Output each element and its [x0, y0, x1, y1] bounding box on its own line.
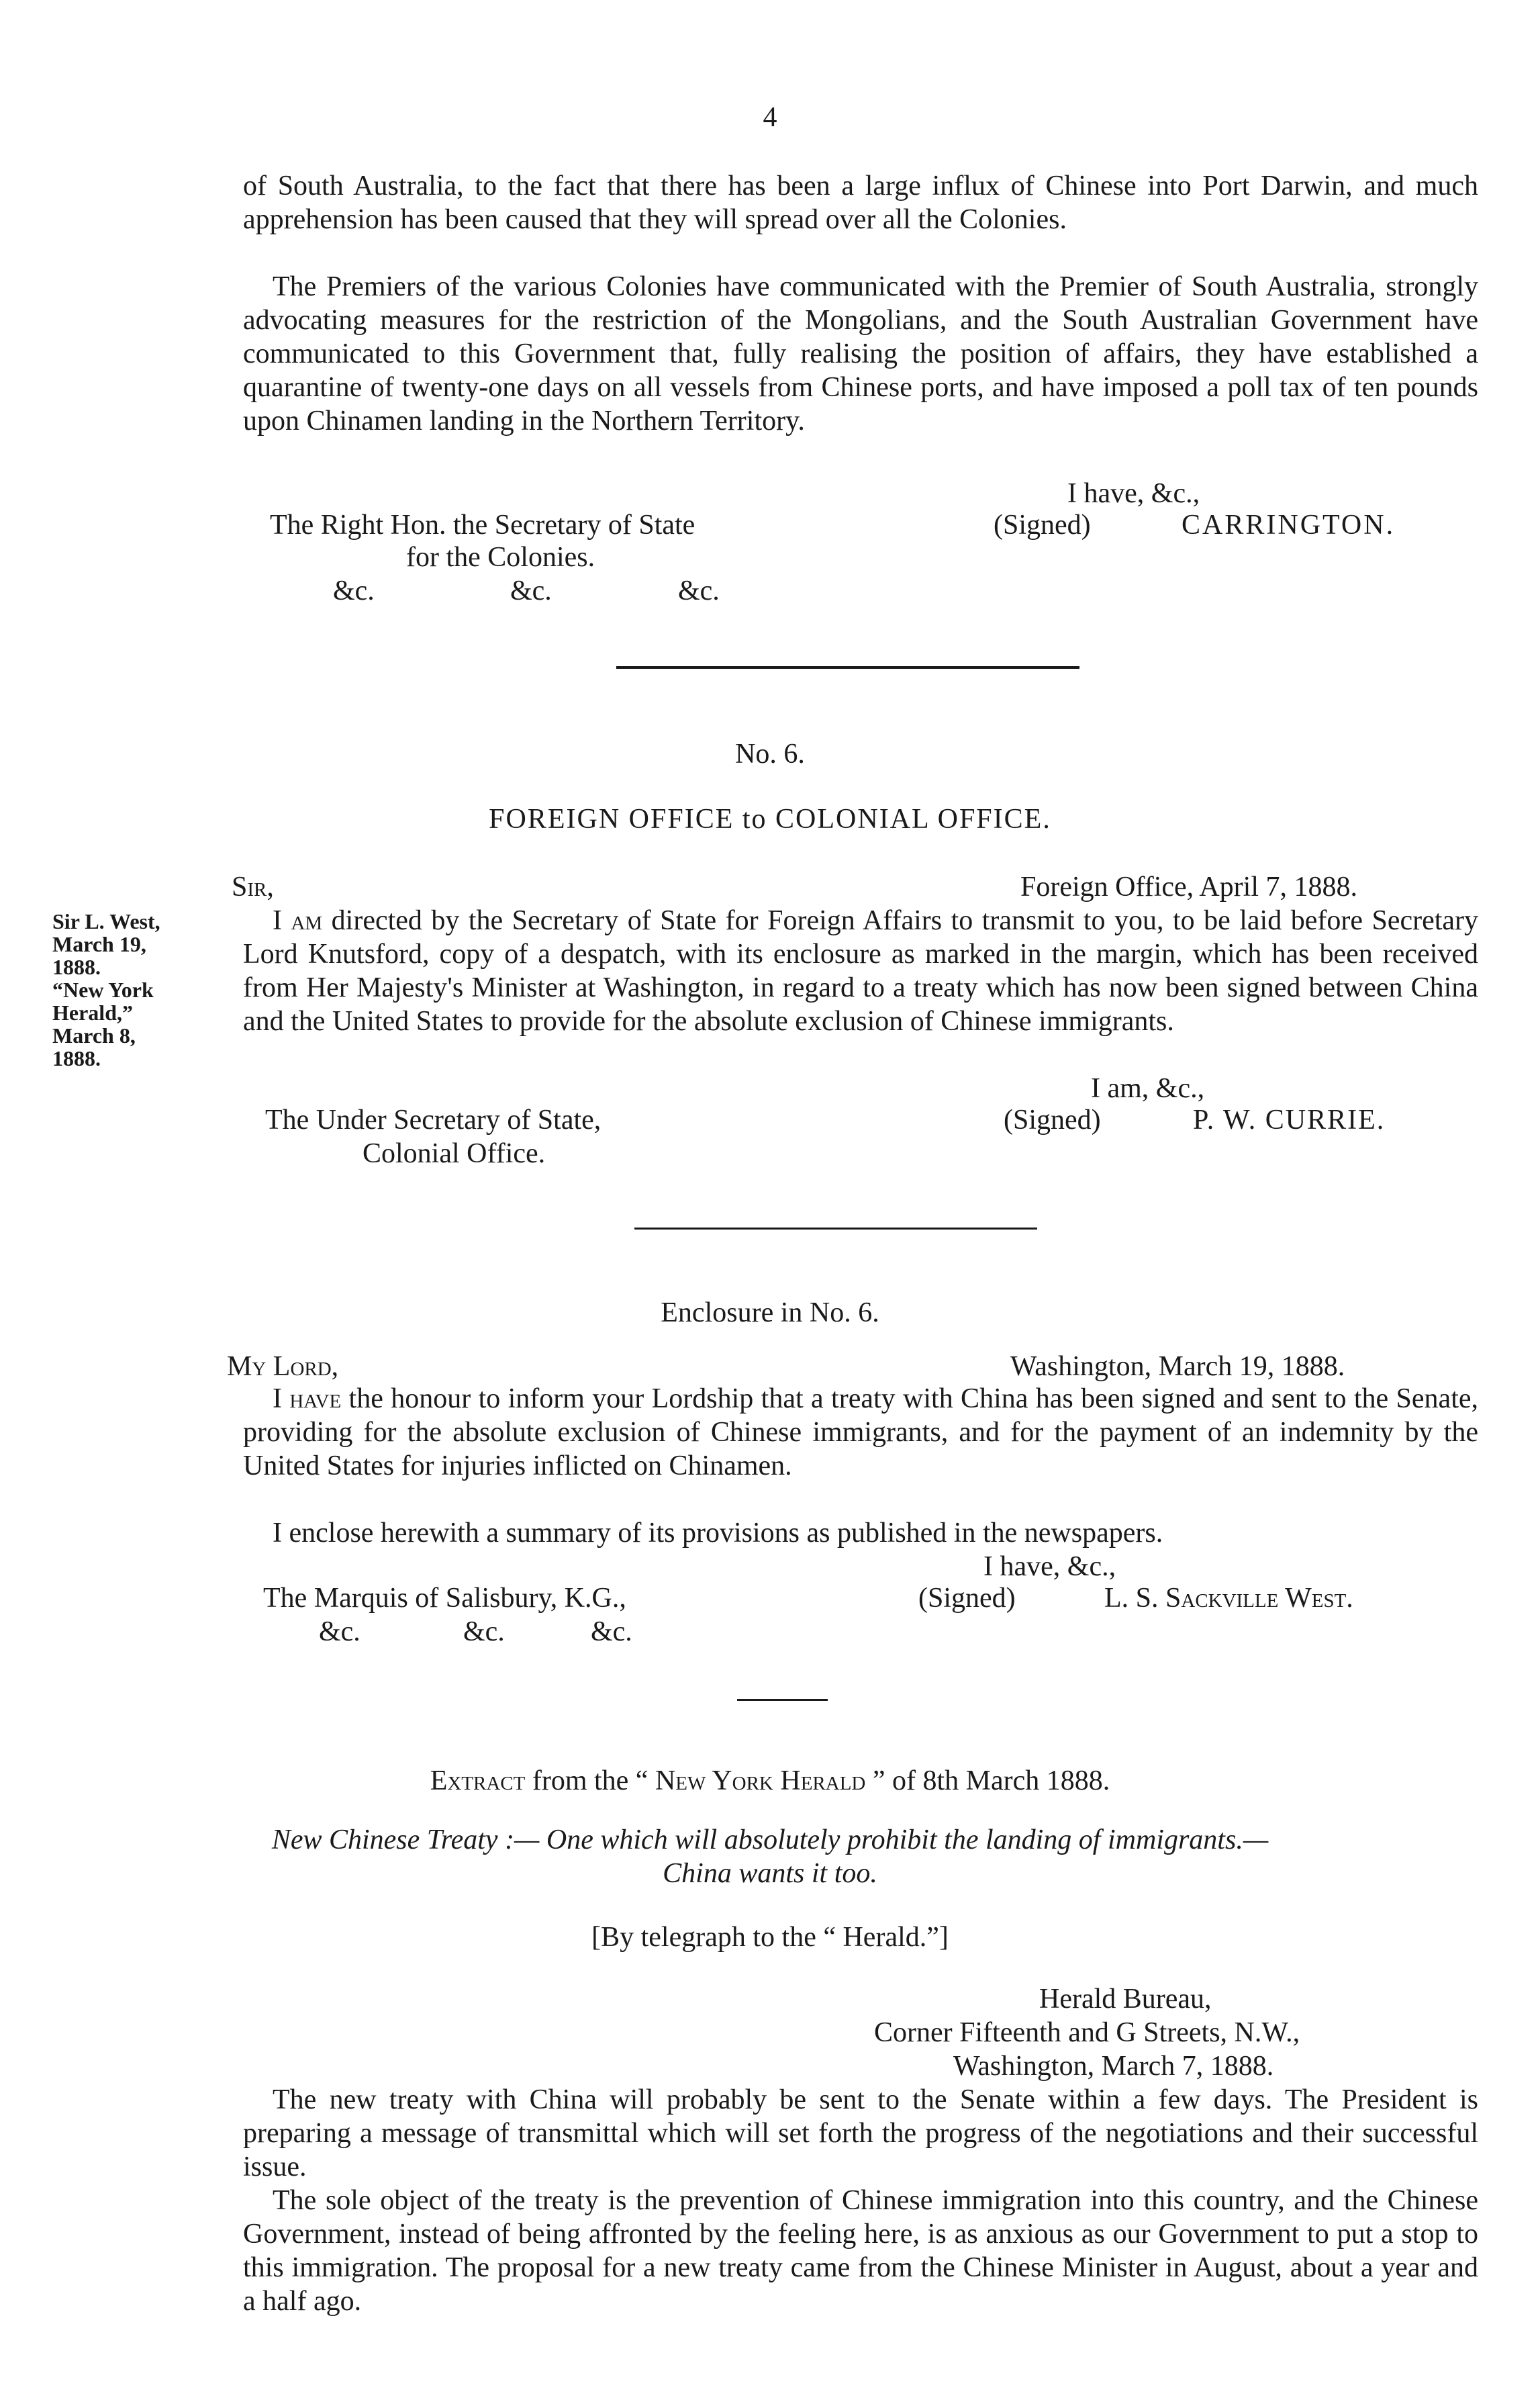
- no6-addressee-line1: The Under Secretary of State,: [265, 1105, 601, 1136]
- no6-signed-label: (Signed): [1004, 1105, 1101, 1136]
- intro-etc-2: &c.: [510, 575, 552, 606]
- enclosure-body-text: the honour to inform your Lordship that a treaty with China has been signed and sent to the Senate, providing for the absolute exclusion of Chinese immigrants, and for the payment of an indemnity by the United States for injuries inflicted on Chinamen.: [243, 1383, 1479, 1481]
- page-number: 4: [763, 102, 777, 133]
- enclosure-closing: I have, &c.,: [983, 1551, 1116, 1582]
- extract-address-line1: Herald Bureau,: [1039, 1984, 1212, 2015]
- no6-body-text: directed by the Secretary of State for Foreign Affairs to transmit to you, to be laid before Secretary Lord Knutsford, copy of a despatch, with its enclosure as marked in the margin, which has been received from Her Majesty's Minister at Washington, in regard to a treaty which has now been signed between China and the United States to provide for the absolute exclusion of Chinese immigrants.: [243, 905, 1479, 1037]
- no6-body: [243, 904, 1478, 1038]
- no6-place-date: Foreign Office, April 7, 1888.: [1020, 872, 1357, 903]
- enclosure-place-date: Washington, March 19, 1888.: [1010, 1351, 1345, 1382]
- enclosure-etc-1: &c.: [319, 1616, 360, 1647]
- enclosure-etc-2: &c.: [463, 1616, 505, 1647]
- enclosure-signed-label: (Signed): [918, 1583, 1016, 1614]
- enclosure-etc-3: &c.: [591, 1616, 632, 1647]
- intro-paragraph-1: of South Australia, to the fact that there has been a large influx of Chinese into Port Darwin, and much apprehension has been caused that they will spread over all the Colonies.: [243, 171, 1478, 235]
- extract-heading: Extract from the “ New York Herald ” of 8th March 1888.: [430, 1765, 1110, 1796]
- extract-address-line2: Corner Fifteenth and G Streets, N.W.,: [874, 2017, 1300, 2048]
- enclosure-salutation: My Lord,: [227, 1351, 339, 1382]
- enclosure-addressee-line1: The Marquis of Salisbury, K.G.,: [263, 1583, 626, 1614]
- no6-addressee-line2: Colonial Office.: [363, 1138, 546, 1169]
- enclosure-paragraph-2: I enclose herewith a summary of its provisions as published in the newspapers.: [273, 1518, 1163, 1548]
- no6-signer: P. W. CURRIE.: [1193, 1105, 1386, 1136]
- intro-signed-label: (Signed): [994, 510, 1091, 541]
- no6-salutation: Sir,: [232, 872, 274, 903]
- extract-telegraph: [By telegraph to the “ Herald.”]: [591, 1922, 949, 1953]
- no6-closing: I am, &c.,: [1091, 1073, 1205, 1104]
- extract-paragraph-1: The new treaty with China will probably be sent to the Senate within a few days. The President is preparing a message of transmittal which will set forth the progress of the negotiations and their successful issue.: [243, 2084, 1478, 2182]
- short-divider: [737, 1699, 828, 1701]
- extract-paragraph-2: The sole object of the treaty is the prevention of Chinese immigration into this country, and the Chinese Government, instead of being affronted by the feeling here, is as anxious as our Government to put a stop to this immigration. The proposal for a new treaty came from the Chinese Minister in August, about a year and a half ago.: [243, 2185, 1478, 2317]
- intro-closing: I have, &c.,: [1067, 478, 1200, 509]
- intro-addressee-line1: The Right Hon. the Secretary of State: [270, 510, 695, 541]
- section-title: FOREIGN OFFICE to COLONIAL OFFICE.: [489, 804, 1051, 835]
- intro-paragraph-2: The Premiers of the various Colonies have communicated with the Premier of South Australia, strongly advocating measures for the restriction of the Mongolians, and the South Australian Government have communicated to this Government that, fully realising the position of affairs, they have established a quarantine of twenty-one days on all vessels from Chinese ports, and have imposed a poll tax of ten pounds upon Chinamen landing in the Northern Territory.: [243, 271, 1478, 436]
- no6-lead-word: I am: [273, 905, 323, 936]
- enclosure-lead-word: I have: [273, 1383, 342, 1414]
- margin-note: Sir L. West, March 19, 1888. “New York Herald,” March 8, 1888.: [52, 909, 160, 1070]
- section-divider: [634, 1228, 1037, 1230]
- extract-headline-line1: New Chinese Treaty :— One which will absolutely prohibit the landing of immigrants.—: [271, 1824, 1269, 1855]
- extract-headline-line2: China wants it too.: [663, 1858, 877, 1889]
- enclosure-body: [243, 1382, 1478, 1483]
- intro-signer: CARRINGTON.: [1182, 510, 1396, 541]
- intro-etc-3: &c.: [678, 575, 720, 606]
- enclosure-signer: L. S. Sackville West.: [1104, 1583, 1353, 1614]
- enclosure-heading: Enclosure in No. 6.: [661, 1297, 879, 1328]
- extract-address-line3: Washington, March 7, 1888.: [953, 2051, 1274, 2082]
- section-divider: [616, 666, 1079, 669]
- section-number: No. 6.: [735, 739, 805, 770]
- intro-etc-1: &c.: [333, 575, 375, 606]
- intro-addressee-line2: for the Colonies.: [406, 542, 595, 573]
